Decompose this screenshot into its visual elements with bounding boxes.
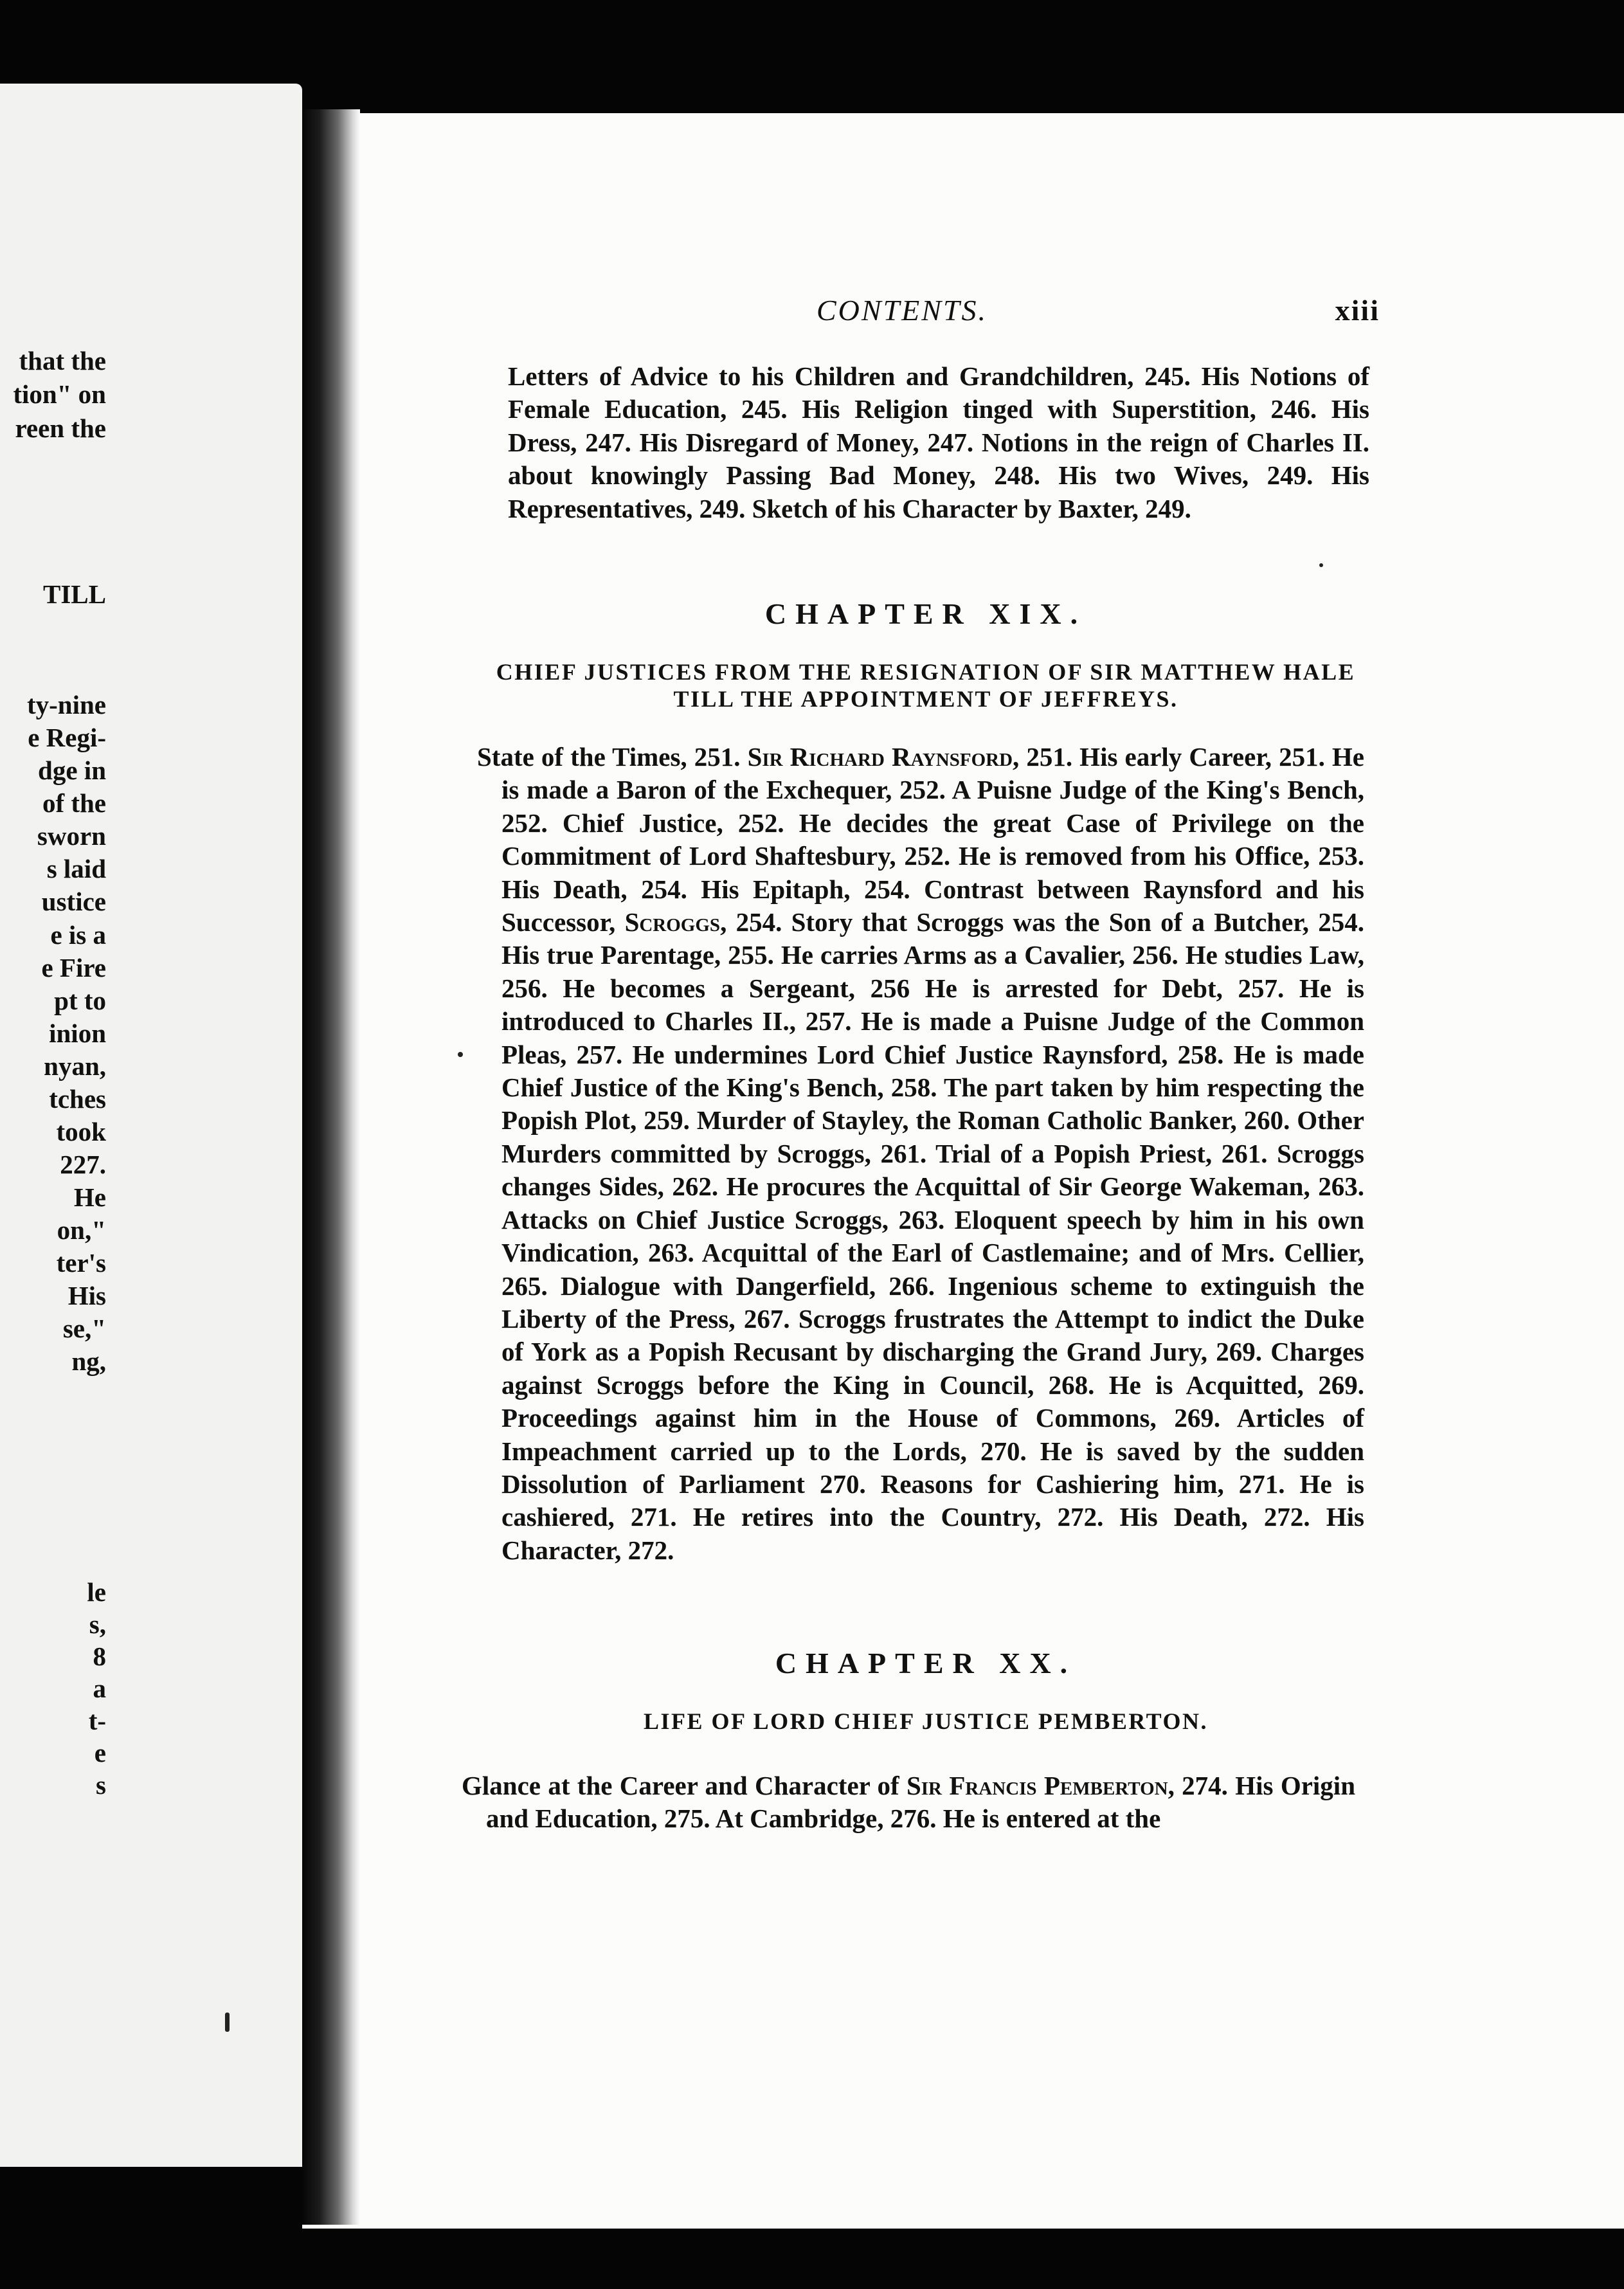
left-page-line: ty-nine	[27, 690, 106, 719]
left-page-line: 227.	[60, 1150, 106, 1179]
page-number: xiii	[1335, 294, 1380, 327]
left-page-line: dge in	[38, 755, 106, 785]
page-gutter-shadow	[302, 109, 360, 2225]
left-page-line: se,"	[62, 1314, 106, 1343]
left-page-line: inion	[49, 1018, 106, 1048]
chapter-xx-text-end: , 274. His Origin and Education, 275. At Cambridge, 276. He is entered at the	[486, 1771, 1356, 1834]
left-page-line: e Regi-	[28, 723, 106, 752]
margin-speck	[225, 2013, 230, 2032]
left-page-line: t-	[88, 1706, 106, 1735]
left-page-line: 8	[93, 1642, 106, 1671]
left-page-line: le	[87, 1577, 106, 1607]
left-page-line: sworn	[37, 821, 106, 851]
name-pemberton: Sir Francis Pemberton	[906, 1771, 1168, 1800]
chapter-xx-heading: CHAPTER XX.	[775, 1647, 1077, 1679]
chapter-xix-text-mid: , 251. His early Career, 251. He is made a Baron of the Exchequer, 252. A Puisne Judge of the King's Bench, 252. Chief Justice, 252. He decides the great Case of Privilege on the Commitment of Lord Shaftesbury, 252. He is removed from his Office, 253. His Death, 254. His Epitaph, 254. Contrast between Raynsford and his Successor,	[501, 742, 1364, 937]
left-page-line: reen the	[15, 413, 106, 443]
left-page-line: ter's	[56, 1248, 106, 1278]
left-page-line: took	[56, 1117, 106, 1146]
left-page-line: s,	[89, 1609, 106, 1639]
left-page-line: TILL	[43, 579, 106, 609]
name-raynsford: Sir Richard Raynsford	[747, 742, 1013, 772]
left-page-line: a	[93, 1674, 106, 1703]
margin-speck	[1319, 563, 1323, 567]
left-page-line: e is a	[50, 920, 106, 950]
margin-speck	[458, 1052, 463, 1057]
left-page-line: He	[73, 1182, 106, 1212]
left-page-line: nyan,	[44, 1051, 106, 1081]
left-page-line: s laid	[46, 854, 106, 883]
left-page-line: that the	[19, 346, 106, 375]
left-page-line: tion" on	[13, 379, 106, 409]
left-page-line: ng,	[71, 1346, 106, 1376]
chapter-xx-paragraph	[462, 1769, 1355, 1836]
intro-paragraph: Letters of Advice to his Children and Grandchildren, 245. His Notions of Female Education, 245. His Religion tinged with Superstition, 246. His Dress, 247. His Disregard of Money, 247. Notions in the reign of Charles II. about knowingly Passing Bad Money, 248. His two Wives, 249. His Representatives, 249. Sketch of his Character by Baxter, 249.	[508, 361, 1369, 523]
left-page-line: tches	[49, 1084, 106, 1114]
left-page-line: pt to	[54, 986, 106, 1015]
left-page-line: e	[94, 1738, 106, 1768]
left-page-line: on,"	[57, 1215, 106, 1245]
running-head: CONTENTS.	[817, 294, 988, 327]
chapter-xix-text-start: State of the Times, 251.	[477, 742, 748, 772]
chapter-xix-heading: CHAPTER XIX.	[764, 597, 1087, 630]
left-page-line: of the	[42, 788, 106, 818]
chapter-xix-paragraph	[477, 741, 1364, 1567]
left-page-line: e Fire	[41, 953, 106, 982]
left-page-line: s	[96, 1770, 106, 1800]
chapter-xix-text-end: , 254. Story that Scroggs was the Son of a Butcher, 254. His true Parentage, 255. He carries Arms as a Cavalier, 256. He studies Law, 256. He becomes a Sergeant, 256 He is arrested for Debt, 257. He is introduced to Charles II., 257. He is made a Puisne Judge of the Common Pleas, 257. He undermines Lord Chief Justice Raynsford, 258. He is made Chief Justice of the King's Bench, 258. The part taken by him respecting the Popish Plot, 259. Murder of Stayley, the Roman Catholic Banker, 260. Other Murders committed by Scroggs, 261. Trial of a Popish Priest, 261. Scroggs changes Sides, 262. He procures the Acquittal of Sir George Wakeman, 263. Attacks on Chief Justice Scroggs, 263. Eloquent speech by him in his own Vindication, 263. Acquittal of the Earl of Castlemaine; and of Mrs. Cellier, 265. Dialogue with Dangerfield, 266. Ingenious scheme to extinguish the Liberty of the Press, 267. Scroggs frustrates the Attempt to indict the Duke of York as a Popish Recusant by discharging the Grand Jury, 269. Charges against Scroggs before the King in Council, 268. He is Acquitted, 269. Proceedings against him in the House of Commons, 269. Articles of Impeachment carried up to the Lords, 270. He is saved by the sudden Dissolution of Parliament 270. Reasons for Cashiering him, 271. He is cashiered, 271. He retires into the Country, 272. His Death, 272. His Character, 272.	[501, 907, 1364, 1565]
left-page-line: His	[68, 1281, 106, 1310]
chapter-xx-subtitle: LIFE OF LORD CHIEF JUSTICE PEMBERTON.	[643, 1708, 1208, 1734]
left-page-line: ustice	[41, 887, 106, 916]
chapter-xx-text-start: Glance at the Career and Character of	[462, 1771, 907, 1800]
name-scroggs: Scroggs	[624, 907, 721, 937]
chapter-xix-subtitle: CHIEF JUSTICES FROM THE RESIGNATION OF SIR MATTHEW HALE TILL THE APPOINTMENT OF JEFFREYS.	[496, 659, 1356, 712]
